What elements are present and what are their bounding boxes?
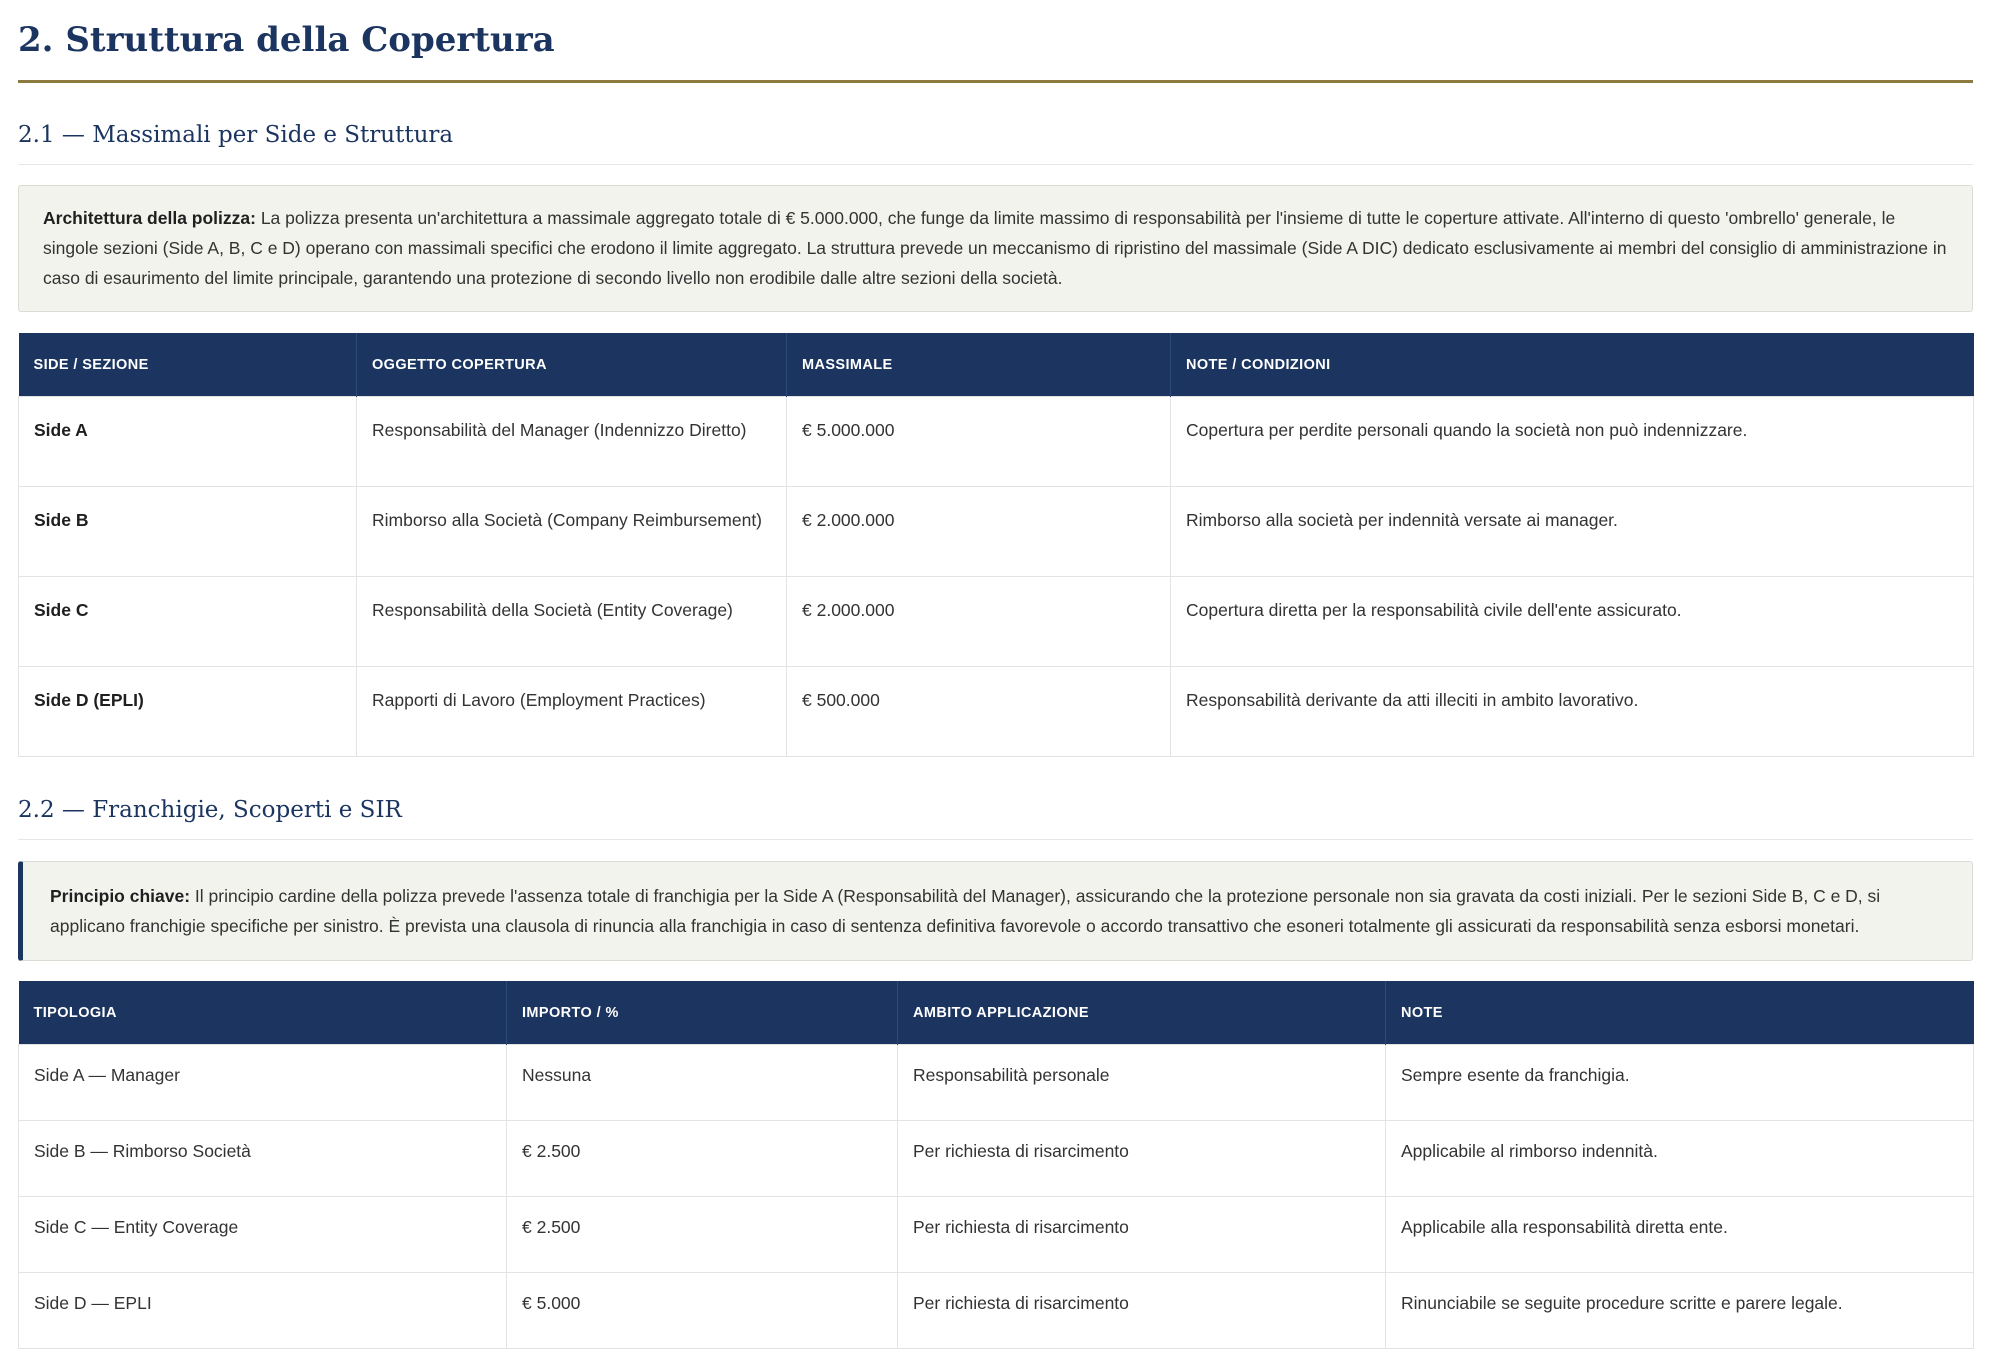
- table-cell: Side D — EPLI: [19, 1273, 507, 1349]
- table-row: [19, 577, 1974, 667]
- column-header: TIPOLOGIA: [19, 981, 507, 1045]
- table-cell: Responsabilità derivante da atti illeciti in ambito lavorativo.: [1171, 667, 1974, 757]
- column-header: NOTE: [1386, 981, 1974, 1045]
- table-row: [19, 1121, 1974, 1197]
- table-cell: Side B — Rimborso Società: [19, 1121, 507, 1197]
- table-row: [19, 1045, 1974, 1121]
- table-cell: € 2.500: [507, 1121, 898, 1197]
- section-title: 2. Struttura della Copertura: [18, 20, 555, 60]
- column-header: OGGETTO COPERTURA: [357, 333, 787, 397]
- table-cell: Nessuna: [507, 1045, 898, 1121]
- table-cell: Per richiesta di risarcimento: [898, 1121, 1386, 1197]
- table-row: [19, 487, 1974, 577]
- column-header: NOTE / CONDIZIONI: [1171, 333, 1974, 397]
- table-cell: Applicabile al rimborso indennità.: [1386, 1121, 1974, 1197]
- table-cell: Rinunciabile se seguite procedure scritte e parere legale.: [1386, 1273, 1974, 1349]
- note-text: Il principio cardine della polizza prevede l'assenza totale di franchigia per la Side A (Responsabilità del Manager), assicurando che la protezione personale non sia gravata da costi iniziali. Per le sezioni Side B, C e D, si applicano franchigie specifiche per sinistro. È prevista una clausola di rinuncia alla franchigia in caso di sentenza definitiva favorevole o accordo transattivo che esoneri totalmente gli assicurati da responsabilità senza esborsi monetari.: [50, 886, 1881, 936]
- table-cell: Responsabilità della Società (Entity Coverage): [357, 577, 787, 667]
- table-cell: Rimborso alla Società (Company Reimbursement): [357, 487, 787, 577]
- table-cell: Side A — Manager: [19, 1045, 507, 1121]
- note-label: Principio chiave:: [50, 886, 191, 906]
- table-row: [19, 667, 1974, 757]
- column-header: SIDE / SEZIONE: [19, 333, 357, 397]
- table-row: [19, 1273, 1974, 1349]
- column-header: MASSIMALE: [787, 333, 1171, 397]
- table-cell: Copertura diretta per la responsabilità civile dell'ente assicurato.: [1171, 577, 1974, 667]
- table-cell: Side A: [19, 397, 357, 487]
- limits-table: [18, 333, 1974, 757]
- deductibles-table: [18, 981, 1974, 1349]
- table-cell: Side C: [19, 577, 357, 667]
- column-header: AMBITO APPLICAZIONE: [898, 981, 1386, 1045]
- table-header-row: [19, 333, 1974, 397]
- policy-architecture-note: [18, 185, 1973, 312]
- key-principle-note: [18, 861, 1973, 961]
- table-row: [19, 1197, 1974, 1273]
- table-cell: Rapporti di Lavoro (Employment Practices): [357, 667, 787, 757]
- table-cell: Sempre esente da franchigia.: [1386, 1045, 1974, 1121]
- table-cell: € 500.000: [787, 667, 1171, 757]
- table-cell: € 5.000: [507, 1273, 898, 1349]
- table-row: [19, 397, 1974, 487]
- table-cell: Responsabilità del Manager (Indennizzo Diretto): [357, 397, 787, 487]
- table-cell: Copertura per perdite personali quando la società non può indennizzare.: [1171, 397, 1974, 487]
- table-cell: Side D (EPLI): [19, 667, 357, 757]
- table-cell: Responsabilità personale: [898, 1045, 1386, 1121]
- column-header: IMPORTO / %: [507, 981, 898, 1045]
- table-cell: € 2.500: [507, 1197, 898, 1273]
- subsection-title-2-1: 2.1 — Massimali per Side e Struttura: [18, 120, 1973, 165]
- table-cell: Side C — Entity Coverage: [19, 1197, 507, 1273]
- note-text: La polizza presenta un'architettura a massimale aggregato totale di € 5.000.000, che funge da limite massimo di responsabilità per l'insieme di tutte le coperture attivate. All'interno di questo 'ombrello' generale, le singole sezioni (Side A, B, C e D) operano con massimali specifici che erodono il limite aggregato. La struttura prevede un meccanismo di ripristino del massimale (Side A DIC) dedicato esclusivamente ai membri del consiglio di amministrazione in caso di esaurimento del limite principale, garantendo una protezione di secondo livello non erodibile dalle altre sezioni della società.: [43, 208, 1947, 288]
- title-divider: [18, 80, 1973, 83]
- table-cell: € 5.000.000: [787, 397, 1171, 487]
- table-cell: Per richiesta di risarcimento: [898, 1273, 1386, 1349]
- table-cell: € 2.000.000: [787, 577, 1171, 667]
- table-cell: Per richiesta di risarcimento: [898, 1197, 1386, 1273]
- table-cell: Applicabile alla responsabilità diretta ente.: [1386, 1197, 1974, 1273]
- table-cell: Side B: [19, 487, 357, 577]
- table-header-row: [19, 981, 1974, 1045]
- note-label: Architettura della polizza:: [43, 208, 256, 228]
- table-cell: Rimborso alla società per indennità versate ai manager.: [1171, 487, 1974, 577]
- subsection-title-2-2: 2.2 — Franchigie, Scoperti e SIR: [18, 795, 1973, 840]
- table-cell: € 2.000.000: [787, 487, 1171, 577]
